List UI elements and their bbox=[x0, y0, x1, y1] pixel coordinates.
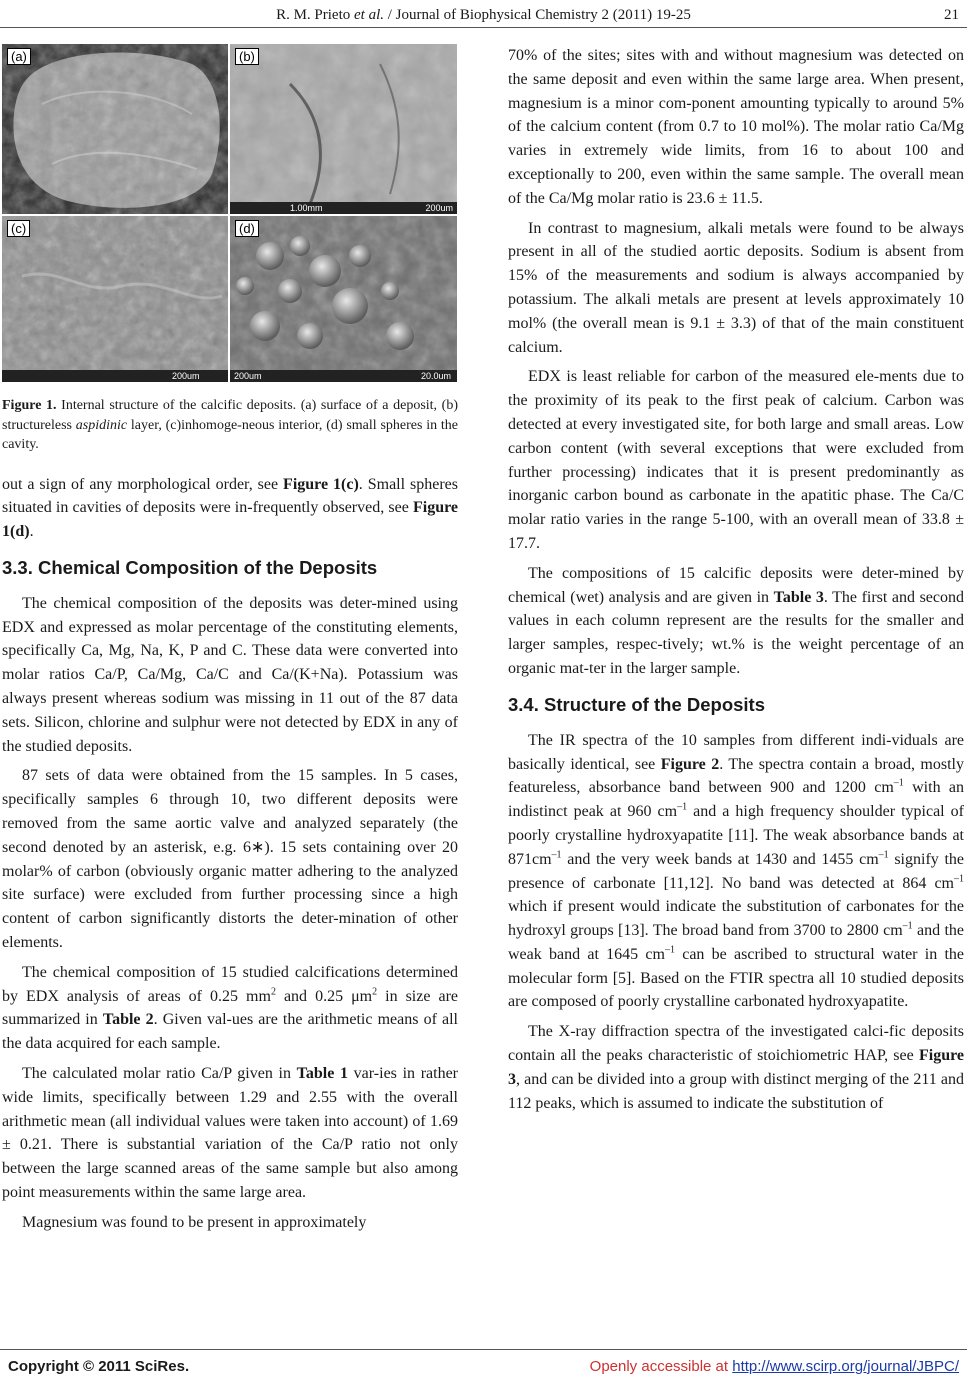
table-ref: Table 3 bbox=[773, 588, 824, 606]
header-rule bbox=[0, 27, 967, 28]
scale-bar-d-right: 20.0um bbox=[420, 371, 451, 381]
paragraph: 70% of the sites; sites with and without magnesium was detected on the same deposit and even within the same large area. When present, magnesium is a minor com-ponent amounting typically to around 5% of the calcium content (from 0.7 to 10 mol%). The molar ratio Ca/Mg varies in extremely wide limits, from 16 to about 100 and exceptionally to 200, even within the same sample. The overall mean of the Ca/Mg molar ratio is 23.6 ± 11.5. bbox=[508, 47, 964, 207]
figure-1-caption: Figure 1. Internal structure of the calcific deposits. (a) surface of a deposit, (b) structureless aspidinic layer, (c)inhomoge-neous interior, (d) small spheres in the cavity. bbox=[2, 398, 459, 452]
journal-url-link[interactable]: http://www.scirp.org/journal/JBPC/ bbox=[732, 1358, 959, 1375]
panel-label-a: (a) bbox=[7, 48, 31, 65]
panel-label-c: (c) bbox=[7, 220, 30, 237]
section-heading-3-4: 3.4. Structure of the Deposits bbox=[508, 693, 765, 715]
scale-bar-b-left: 1.00mm bbox=[290, 203, 323, 213]
paragraph: The calculated molar ratio Ca/P given in Table 1 var-ies in rather wide limits, specifically between 1.29 and 2.55 with the overall arithmetic mean (all individual values were taken into account) of 1.69 ± 0.21. There is substantial variation of the Ca/P ratio not only between the large scanned areas of the same sample but also among point measurements within the same large area. bbox=[2, 1065, 459, 1202]
figure-1-panel-d bbox=[230, 216, 457, 382]
left-column bbox=[2, 44, 458, 1241]
paragraph: out a sign of any morphological order, see Figure 1(c). Small spheres situated in cavities of deposits were in-frequently observed, see Figure 1(d). bbox=[2, 475, 458, 541]
table-ref: Table 2 bbox=[102, 1011, 154, 1029]
sem-image-aspidinic-layer bbox=[230, 44, 457, 214]
paragraph: 87 sets of data were obtained from the 15 samples. In 5 cases, specifically samples 6 through 10, two different deposits were removed from the same aortic valve and analyzed separately (the second denoted by an asterisk, e.g. 6∗). 15 sets containing over 20 molar% of carbon (obviously organic matter adhering to the analyzed site surface) were excluded from further processing since a high content of carbon significantly distorts the deter-mination of other elements. bbox=[2, 767, 458, 952]
paragraph: The IR spectra of the 10 samples from different indi-viduals are basically identical, see Figure 2. The spectra contain a broad, mostly featureless, absorbance band between 900 and 1200 $cm^{-1}$ with an indistinct peak at 960 $cm^{-1}$ and a high frequency shoulder typical of poorly crystalline hydroxyapatite [11]. The weak absorbance bands at $871cm^{-1}$ and the very week bands at 1430 and 1455 $cm^{-1}$ signify the presence of carbonate [11,12]. No band was detected at 864 $cm^{-1}$ which if present would indicate the substitution of carbonates for the hydroxyl groups [13]. The broad band from 3700 to 2800 $cm^{-1}$ and the weak band at 1645 $cm^{-1}$ can be ascribed to structural water in the molecular form [5]. Based on the FTIR spectra all 10 studied deposits are composed of poorly crystalline carbonated hydroxyapatite. bbox=[508, 731, 965, 1011]
sem-image-inhomogeneous-interior bbox=[2, 216, 228, 382]
paragraph: The chemical composition of 15 studied calcifications determined by EDX analysis of areas of 0.25 $mm^2$ and 0.25 $\mu m^2$ in size are summarized in Table 2. Given val-ues are the arithmetic means of all the data acquired for each sample. bbox=[2, 963, 459, 1053]
figure-1-panel-a bbox=[2, 44, 228, 214]
paragraph: EDX is least reliable for carbon of the measured ele-ments due to the proximity of its peak to the first peak of calcium. Carbon was detected at every investigated site, for both large and small areas. Low carbon content (with several exceptions that were excluded from further processing) indicates that it is present predominantly as inorganic carbon bound as carbonate in the apatitic phase. The Ca/C molar ratio varies in the range 5-100, with an overall mean of 33.8 ± 17.7. bbox=[508, 368, 964, 552]
figure-ref: Figure 1(d) bbox=[2, 499, 458, 541]
running-head: R. M. Prieto et al. / Journal of Biophysical Chemistry 2 (2011) 19-25 bbox=[276, 7, 691, 23]
figure-ref: Figure 2 bbox=[660, 755, 720, 773]
figure-1-panel-c bbox=[2, 216, 228, 382]
section-heading-3-3: 3.3. Chemical Composition of the Deposits bbox=[2, 556, 378, 578]
footer-rule bbox=[0, 1349, 967, 1350]
panel-label-d: (d) bbox=[235, 220, 259, 237]
panel-label-b: (b) bbox=[235, 48, 259, 65]
figure-1-panel-b bbox=[230, 44, 457, 214]
sem-image-surface bbox=[2, 44, 228, 214]
paragraph: The compositions of 15 calcific deposits were deter-mined by chemical (wet) analysis and are given in Table 3. The first and second values in each column represent are the results for the smaller and larger samples, respec-tively; wt.% is the weight percentage of an organic mat-ter in the larger sample. bbox=[508, 564, 965, 677]
scale-bar-c: 200um bbox=[172, 371, 200, 381]
copyright-notice: Copyright © 2011 SciRes. bbox=[8, 1358, 190, 1375]
footer bbox=[0, 1357, 967, 1379]
running-header bbox=[0, 6, 967, 24]
right-column bbox=[508, 44, 964, 1121]
sem-image-small-spheres bbox=[230, 216, 457, 382]
paragraph: The X-ray diffraction spectra of the investigated calci-fic deposits contain all the peaks characteristic of stoichiometric HAP, see Figure 3, and can be divided into a group with distinct merging of the 211 and 112 peaks, which is assumed to indicate the substitution of bbox=[508, 1023, 964, 1112]
figure-ref: Figure 1(c) bbox=[283, 475, 359, 493]
paragraph: The chemical composition of the deposits was deter-mined using EDX and expressed as molar percentage of the constituting elements, specifically Ca, Mg, Na, K, P and C. These data were converted into molar ratios Ca/P, Ca/Mg, Ca/C and Ca/(K+Na). Potassium was always present whereas sodium was missing in 11 out of the 87 data sets. Silicon, chlorine and sulphur were not detected by EDX in any of the studied deposits. bbox=[2, 594, 458, 755]
page-number: 21 bbox=[944, 7, 959, 23]
table-ref: Table 1 bbox=[296, 1065, 348, 1083]
figure-ref: Figure 3 bbox=[508, 1047, 964, 1088]
figure-1 bbox=[2, 44, 457, 382]
paragraph: In contrast to magnesium, alkali metals were found to be always present in all of the studied aortic deposits. Sodium is absent from 15% of the measurements and sodium is always accompanied by potassium. The alkali metals are present at levels approximately 10 mol% (the overall mean is 9.1 ± 3.3) of that of the main constituent calcium. bbox=[508, 219, 964, 356]
paragraph: Magnesium was found to be present in approximately bbox=[22, 1213, 367, 1231]
scale-bar-b-right: 200um bbox=[425, 203, 453, 213]
access-notice: Openly accessible at http://www.scirp.org/journal/JBPC/ bbox=[589, 1358, 959, 1375]
scale-bar-d-left: 200um bbox=[234, 371, 262, 381]
